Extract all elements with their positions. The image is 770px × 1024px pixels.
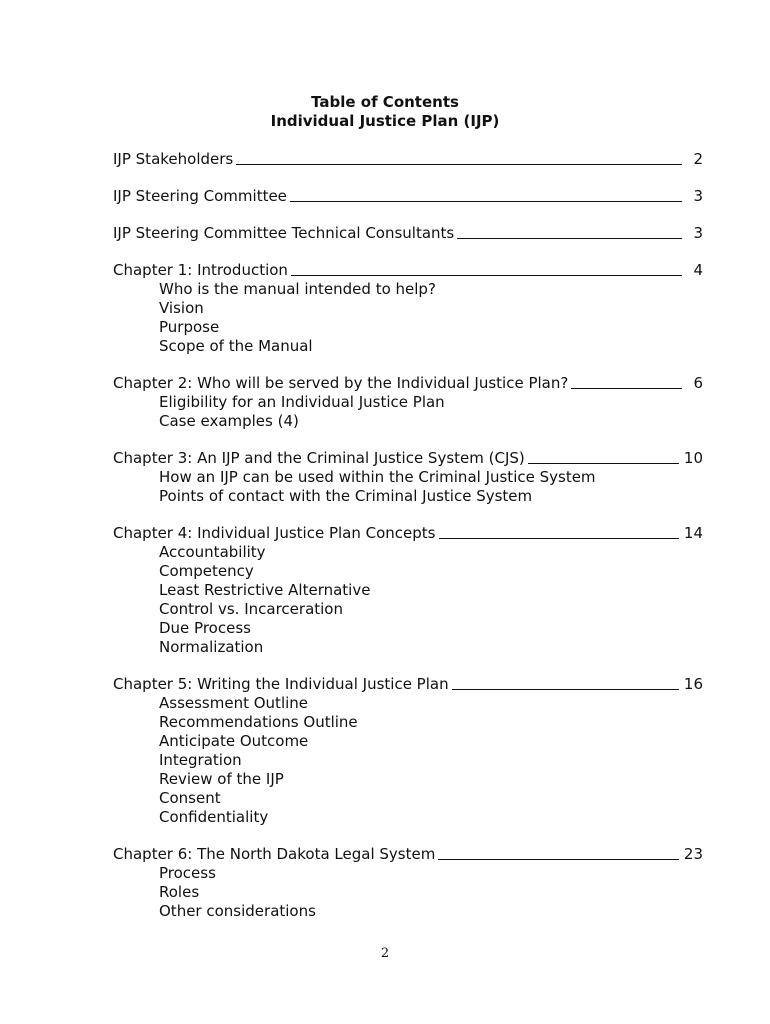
toc-entry	[113, 187, 703, 206]
toc-entry-page: 14	[683, 524, 703, 542]
toc-leader-line	[528, 463, 679, 464]
toc-subitem: Due Process	[159, 619, 251, 637]
toc-entry-page: 23	[683, 845, 703, 863]
table-of-contents	[113, 150, 703, 939]
toc-entry-label: Chapter 5: Writing the Individual Justice Plan	[113, 675, 449, 693]
toc-subitem: Case examples (4)	[159, 412, 299, 430]
toc-subitem: Competency	[159, 562, 254, 580]
toc-entry-page: 2	[693, 150, 703, 168]
toc-subitem: Vision	[159, 299, 204, 317]
toc-entry	[113, 224, 703, 243]
toc-entry-row	[113, 675, 703, 694]
toc-entry	[113, 374, 703, 431]
toc-subitem: Least Restrictive Alternative	[159, 581, 371, 599]
toc-entry-page: 16	[683, 675, 703, 693]
page-number: 2	[380, 946, 390, 961]
toc-subitem: Assessment Outline	[159, 694, 309, 712]
toc-entry-page: 6	[693, 374, 703, 392]
toc-entry-label: Chapter 1: Introduction	[113, 261, 288, 279]
title-block	[0, 93, 770, 131]
toc-subitem: Scope of the Manual	[159, 337, 313, 355]
toc-subitem: Consent	[159, 789, 221, 807]
toc-leader-line	[457, 238, 682, 239]
toc-entry	[113, 449, 703, 506]
toc-entry-row	[113, 187, 703, 206]
toc-entry-label: Chapter 3: An IJP and the Criminal Justice System (CJS)	[113, 449, 525, 467]
toc-entry-page: 3	[693, 187, 703, 205]
toc-entry-row	[113, 224, 703, 243]
toc-subitem: Review of the IJP	[159, 770, 284, 788]
toc-entry-row	[113, 524, 703, 543]
toc-leader-line	[452, 689, 679, 690]
toc-subitem: Eligibility for an Individual Justice Plan	[159, 393, 445, 411]
toc-subitem: Anticipate Outcome	[159, 732, 309, 750]
toc-subitem: Confidentiality	[159, 808, 269, 826]
toc-entry-page: 4	[693, 261, 703, 279]
toc-subitem: Recommendations Outline	[159, 713, 358, 731]
toc-entry-row	[113, 845, 703, 864]
toc-subitem: Control vs. Incarceration	[159, 600, 343, 618]
toc-title: Table of Contents	[311, 93, 459, 111]
toc-subitem: Who is the manual intended to help?	[159, 280, 436, 298]
toc-leader-line	[290, 201, 682, 202]
toc-entry	[113, 261, 703, 356]
toc-leader-line	[438, 859, 679, 860]
toc-subtitle: Individual Justice Plan (IJP)	[270, 112, 500, 130]
toc-entry-label: IJP Steering Committee Technical Consultants	[113, 224, 455, 242]
toc-subitem: Points of contact with the Criminal Justice System	[159, 487, 533, 505]
toc-leader-line	[571, 388, 682, 389]
toc-entry-row	[113, 261, 703, 280]
toc-leader-line	[236, 164, 682, 165]
toc-entry-label: Chapter 4: Individual Justice Plan Concepts	[113, 524, 436, 542]
toc-leader-line	[291, 275, 682, 276]
toc-entry-row	[113, 150, 703, 169]
toc-subitem: Purpose	[159, 318, 220, 336]
toc-subitem: Other considerations	[159, 902, 316, 920]
toc-entry	[113, 675, 703, 827]
toc-entry	[113, 524, 703, 657]
toc-entry-label: IJP Stakeholders	[113, 150, 234, 168]
toc-subitem: How an IJP can be used within the Criminal Justice System	[159, 468, 596, 486]
toc-subitem: Integration	[159, 751, 242, 769]
toc-entry-row	[113, 374, 703, 393]
toc-entry-page: 3	[693, 224, 703, 242]
toc-subitem: Accountability	[159, 543, 266, 561]
toc-entry	[113, 150, 703, 169]
toc-entry-label: IJP Steering Committee	[113, 187, 287, 205]
toc-entry-label: Chapter 2: Who will be served by the Individual Justice Plan?	[113, 374, 569, 392]
toc-subitem: Normalization	[159, 638, 264, 656]
toc-entry	[113, 845, 703, 921]
toc-entry-row	[113, 449, 703, 468]
toc-subitem: Process	[159, 864, 216, 882]
toc-subitem: Roles	[159, 883, 200, 901]
toc-entry-label: Chapter 6: The North Dakota Legal System	[113, 845, 436, 863]
toc-entry-page: 10	[683, 449, 703, 467]
toc-leader-line	[439, 538, 679, 539]
